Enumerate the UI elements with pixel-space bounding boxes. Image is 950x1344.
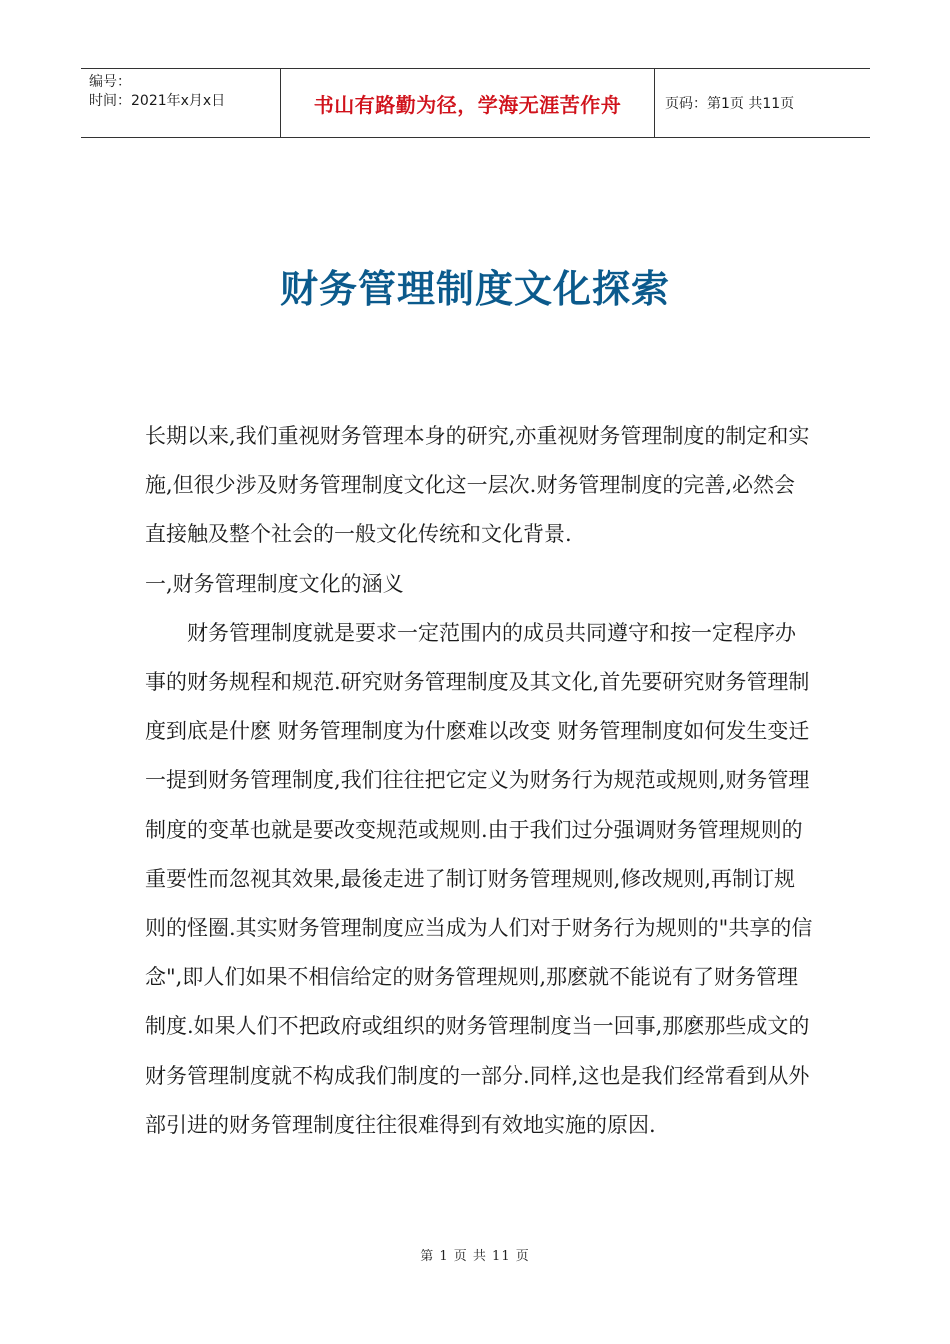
motto-text: 书山有路勤为径，学海无涯苦作舟 [313, 92, 622, 117]
header-page-cell [655, 69, 870, 137]
number-label: 编号： [89, 74, 131, 90]
page-info: 页码：第1页 共11页 [665, 96, 795, 112]
header-motto-cell [281, 69, 655, 137]
document-title: 财务管理制度文化探索 [279, 267, 670, 311]
header-table [81, 68, 870, 138]
document-body [145, 412, 813, 1150]
section-heading: 一,财务管理制度文化的涵义 [145, 571, 404, 596]
header-meta-cell [81, 69, 281, 137]
time-label: 时间：2021年x月x日 [89, 93, 226, 109]
page-footer: 第 1 页 共 11 页 [420, 1249, 530, 1264]
paragraph-definition: 财务管理制度就是要求一定范围内的成员共同遵守和按一定程序办事的财务规程和规范.研究财务管理制度及其文化,首先要研究财务管理制度到底是什麽 财务管理制度为什麽难以改变 财务管理制度如何发生变迁 一提到财务管理制度,我们往往把它定义为财务行为规范或规则,财务管理制度的变革也就是要改变规范或规则.由于我们过分强调财务管理规则的重要性而忽视其效果,最後走进了制订财务管理规则,修改规则,再制订规则的怪圈.其实财务管理制度应当成为人们对于财务行为规则的"共享的信念",即人们如果不相信给定的财务管理规则,那麽就不能说有了财务管理制度.如果人们不把政府或组织的财务管理制度当一回事,那麽那些成文的财务管理制度就不构成我们制度的一部分.同样,这也是我们经常看到从外部引进的财务管理制度往往很难得到有效地实施的原因. [145, 620, 813, 1137]
paragraph-intro: 长期以来,我们重视财务管理本身的研究,亦重视财务管理制度的制定和实施,但很少涉及财务管理制度文化这一层次.财务管理制度的完善,必然会直接触及整个社会的一般文化传统和文化背景. [145, 424, 810, 547]
